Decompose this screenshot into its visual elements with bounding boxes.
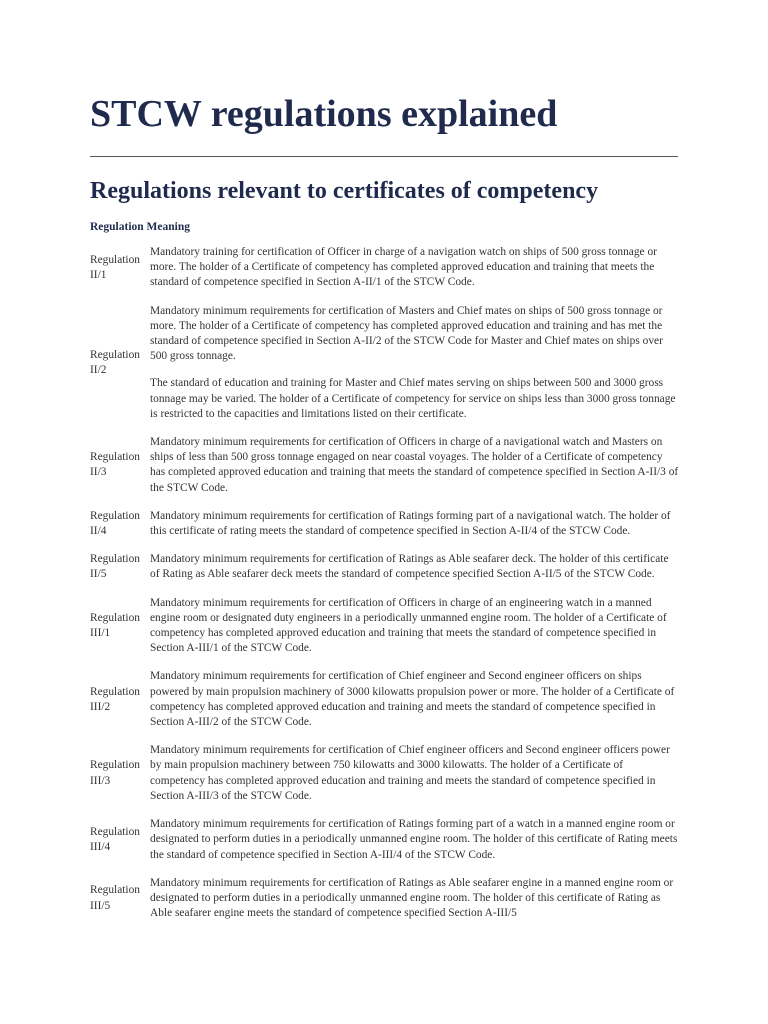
regulation-cell: Regulation III/1 — [90, 611, 140, 640]
meaning-paragraph: The standard of education and training for Master and Chief mates serving on ships between 500 and 3000 gross tonnage may be varied. The holder of a Certificate of competency for service on ships less than 3000 gross tonnage is restricted to the capacities and limitations listed on their certificate. — [150, 377, 676, 420]
page-title: STCW regulations explained — [90, 93, 558, 135]
regulation-cell: Regulation II/5 — [90, 553, 140, 581]
title-divider — [90, 156, 678, 157]
regulation-cell: Regulation III/3 — [90, 759, 140, 787]
section-heading: Regulations relevant to certificates of competency — [90, 178, 599, 204]
meaning-cell — [150, 669, 680, 730]
meaning-paragraph: Mandatory minimum requirements for certification of Chief engineer officers and Second engineer officers power by main propulsion machinery between 750 kilowatts and 3000 kilowatts. The holder of a Certificate of competency has completed approved education and training and meets the standard of competence specified in Section A-III/3 of the STCW Code. — [150, 744, 670, 802]
meaning-paragraph: Mandatory minimum requirements for certification of Officers in charge of a navigational watch and Masters on ships of less than 500 gross tonnage engaged on near coastal voyages. The holder of a Certificate of competency has completed approved education and training that meets the standard of competence specified in Section A-II/3 of the STCW Code. — [150, 436, 679, 494]
table-row — [90, 596, 680, 657]
meaning-paragraph: Mandatory minimum requirements for certification of Chief engineer and Second engineer officers on ships powered by main propulsion machinery of 3000 kilowatts propulsion power or more. The holder of a Certificate of competency has completed approved education and training and meets the standard of competence specified in Section A-III/2 of the STCW Code. — [150, 670, 675, 729]
meaning-cell — [150, 509, 680, 539]
table-row — [90, 435, 680, 496]
meaning-cell — [150, 817, 680, 863]
meaning-paragraph: Mandatory minimum requirements for certification of Ratings as Able seafarer engine in a manned engine room or designated to perform duties in a periodically unmanned engine room. The holder of this certificate of Rating as Able seafarer engine meets the standard of competence specified Section A-III/5 — [150, 876, 674, 920]
regulation-cell: Regulation III/5 — [90, 884, 140, 912]
meaning-paragraph: Mandatory minimum requirements for certification of Masters and Chief mates on ships of 500 gross tonnage or more. The holder of a Certificate of competency has completed approved education and training and has met the standard of competence specified in Section A-II/2 of the STCW Code for Master and Chief mates on ships over 500 gross tonnage. — [150, 304, 663, 363]
meaning-paragraph: Mandatory minimum requirements for certification of Ratings forming part of a watch in a manned engine room or designated to perform duties in a periodically unmanned engine room. The holder of this certificate of Rating meets the standard of competence specified in Section A-III/4 of the STCW Code. — [150, 818, 678, 861]
regulation-cell: Regulation II/3 — [90, 451, 140, 479]
table-row — [90, 304, 680, 422]
meaning-cell — [150, 435, 680, 496]
meaning-paragraph: Mandatory training for certification of Officer in charge of a navigation watch on ships of 500 gross tonnage or more. The holder of a Certificate of competency has completed approved education and training that meets the standard of competence specified in Section A-II/1 of the STCW Code. — [150, 246, 657, 289]
meaning-cell — [150, 552, 680, 582]
meaning-cell — [150, 596, 680, 657]
table-row — [90, 817, 680, 863]
table-row — [90, 509, 680, 539]
table-row — [90, 552, 680, 582]
table-row — [90, 245, 680, 291]
meaning-cell — [150, 245, 680, 291]
regulation-cell: Regulation II/2 — [90, 348, 140, 376]
table-column-header: Regulation Meaning — [90, 221, 190, 233]
meaning-cell — [150, 743, 680, 804]
table-row — [90, 876, 680, 922]
regulations-table — [90, 245, 680, 934]
regulation-cell: Regulation II/1 — [90, 253, 140, 281]
table-row — [90, 743, 680, 804]
regulation-cell: Regulation III/4 — [90, 825, 140, 853]
regulation-cell: Regulation III/2 — [90, 685, 140, 713]
meaning-paragraph: Mandatory minimum requirements for certification of Officers in charge of an engineering watch in a manned engine room or designated duty engineers in a periodically unmanned engine room. The holder of a Certificate of competency has completed approved education and training that meets the standard of competence specified in Section A-III/1 of the STCW Code. — [150, 596, 667, 655]
meaning-cell — [150, 304, 680, 422]
meaning-paragraph: Mandatory minimum requirements for certification of Ratings as Able seafarer deck. The holder of this certificate of Rating as Able seafarer deck meets the standard of competence specified Section A-II/5 of the STCW Code. — [150, 553, 669, 581]
meaning-paragraph: Mandatory minimum requirements for certification of Ratings forming part of a navigational watch. The holder of this certificate of rating meets the standard of competence specified in Section A-II/4 of the STCW Code. — [150, 509, 671, 538]
meaning-cell — [150, 876, 680, 922]
regulation-cell: Regulation II/4 — [90, 509, 140, 538]
table-row — [90, 669, 680, 730]
